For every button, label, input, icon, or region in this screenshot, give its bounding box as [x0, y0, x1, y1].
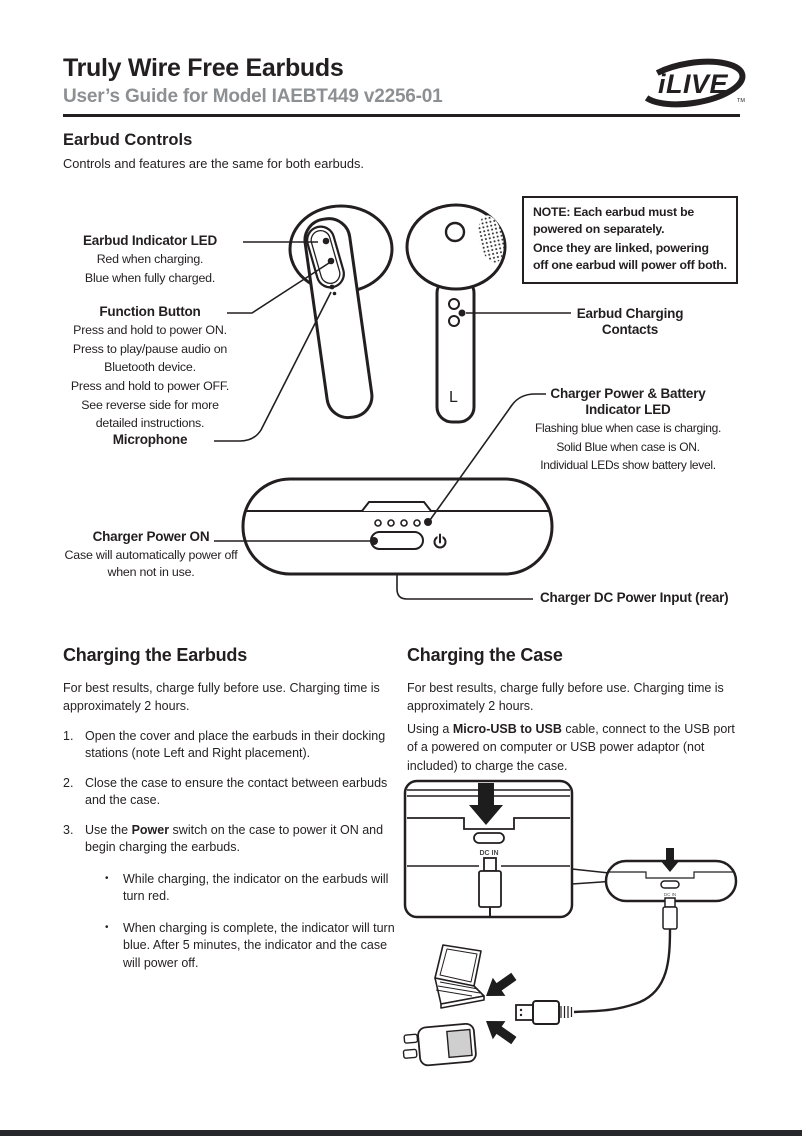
charging-case-instructions: Using a Micro-USB to USB cable, connect to the USB port of a powered on computer or USB power adaptor (not included) to charge the case.	[407, 721, 735, 773]
label-function-button: Function Button Press and hold to power ON. Press to play/pause audio on Bluetooth device. Press and hold to power OFF. See reverse side for more detailed instructions.	[62, 304, 238, 432]
usb-plug	[516, 1001, 572, 1024]
note-line-2: Once they are linked, powering off one earbud will power off both.	[533, 240, 727, 272]
note-box	[522, 196, 738, 284]
function-button-front	[446, 223, 464, 241]
arrow-to-adapter-icon	[480, 1012, 520, 1050]
label-microphone	[62, 432, 238, 448]
header-divider	[63, 114, 740, 117]
logo-text: iLIVE	[658, 69, 729, 99]
ilive-logo	[636, 56, 748, 112]
step-3	[63, 822, 400, 857]
bullet-icon: •	[105, 872, 109, 884]
step-1	[63, 728, 400, 763]
usb-cable	[574, 929, 670, 1012]
case-latch	[362, 502, 431, 511]
dc-in-label: DC IN	[479, 850, 499, 857]
case-rear-view	[606, 848, 736, 929]
page-subtitle: User’s Guide for Model IAEBT449 v2256-01	[63, 86, 443, 107]
power-switch	[371, 532, 423, 549]
bullet-text: While charging, the indicator on the earbuds will turn red.	[123, 871, 389, 904]
label-earbud-charging-contacts	[563, 306, 697, 338]
dc-in-label-small: DC IN	[663, 892, 677, 897]
label-charger-power-on: Charger Power ON Case will automatically power off when not in use.	[60, 529, 242, 582]
dc-in-port	[474, 833, 504, 843]
bullet-text: When charging is complete, the indicator will turn blue. After 5 minutes, the indicator and the case will power off.	[123, 920, 395, 970]
charging-case-heading: Charging the Case	[407, 645, 563, 665]
label-charger-power-battery-led: Charger Power & Battery Indicator LED Flashing blue when case is charging. Solid Blue when case is ON. Individual LEDs show battery level.	[520, 386, 736, 474]
charging-case-intro: For best results, charge fully before use. Charging time is approximately 2 hours.	[407, 681, 724, 714]
label-earbud-indicator-led: Earbud Indicator LED Red when charging. Blue when fully charged.	[62, 233, 238, 288]
step-text: Use the Power switch on the case to power it ON and begin charging the earbuds.	[85, 822, 384, 855]
bullet-item-2	[105, 920, 400, 973]
label-charger-dc-input	[540, 590, 750, 606]
adapter-prong	[403, 1049, 417, 1058]
page-title: Truly Wire Free Earbuds	[63, 54, 344, 82]
charging-earbuds-section	[63, 645, 400, 972]
step-2	[63, 775, 400, 810]
logo-tm: TM	[737, 98, 745, 104]
charging-case-section	[407, 645, 747, 775]
step-number: 1.	[63, 728, 74, 743]
bullet-item-1	[105, 871, 400, 906]
step-text: Open the cover and place the earbuds in their docking stations (note Left and Right placement).	[85, 728, 386, 761]
footer-bar	[0, 1130, 802, 1136]
power-adapter-illustration	[401, 1023, 476, 1067]
arrow-to-laptop-icon	[480, 967, 520, 1005]
dc-in-port-small	[661, 881, 679, 888]
label-title: Charger Power & Battery Indicator LED	[550, 386, 706, 417]
bullet-icon: •	[105, 921, 109, 933]
label-title: Charger Power ON	[92, 529, 210, 544]
charging-earbuds-heading: Charging the Earbuds	[63, 645, 248, 665]
earbud-controls-heading: Earbud Controls	[63, 131, 193, 149]
charging-earbuds-intro: For best results, charge fully before use. Charging time is approximately 2 hours.	[63, 681, 380, 714]
earbud-side-illustration	[290, 206, 392, 420]
note-line-1: NOTE: Each earbud must be powered on separately.	[533, 205, 695, 236]
left-earbud-marking: L	[449, 389, 458, 406]
earbud-controls-intro: Controls and features are the same for both earbuds.	[63, 156, 364, 171]
label-title: Microphone	[112, 432, 188, 447]
laptop-illustration	[435, 945, 484, 1008]
adapter-usb-port	[447, 1030, 472, 1058]
label-title: Function Button	[99, 304, 201, 319]
case-rear-closeup	[405, 781, 572, 917]
micro-usb-connector	[663, 898, 677, 929]
step-number: 3.	[63, 822, 74, 837]
step-text: Close the case to ensure the contact between earbuds and the case.	[85, 775, 388, 808]
label-title: Earbud Indicator LED	[82, 233, 217, 248]
charging-case-diagram	[400, 773, 760, 1073]
step-number: 2.	[63, 775, 74, 790]
label-title: Charger DC Power Input (rear)	[540, 590, 729, 605]
adapter-prong	[404, 1034, 418, 1043]
label-title: Earbud Charging Contacts	[576, 306, 684, 337]
charging-case-illustration	[243, 479, 552, 574]
